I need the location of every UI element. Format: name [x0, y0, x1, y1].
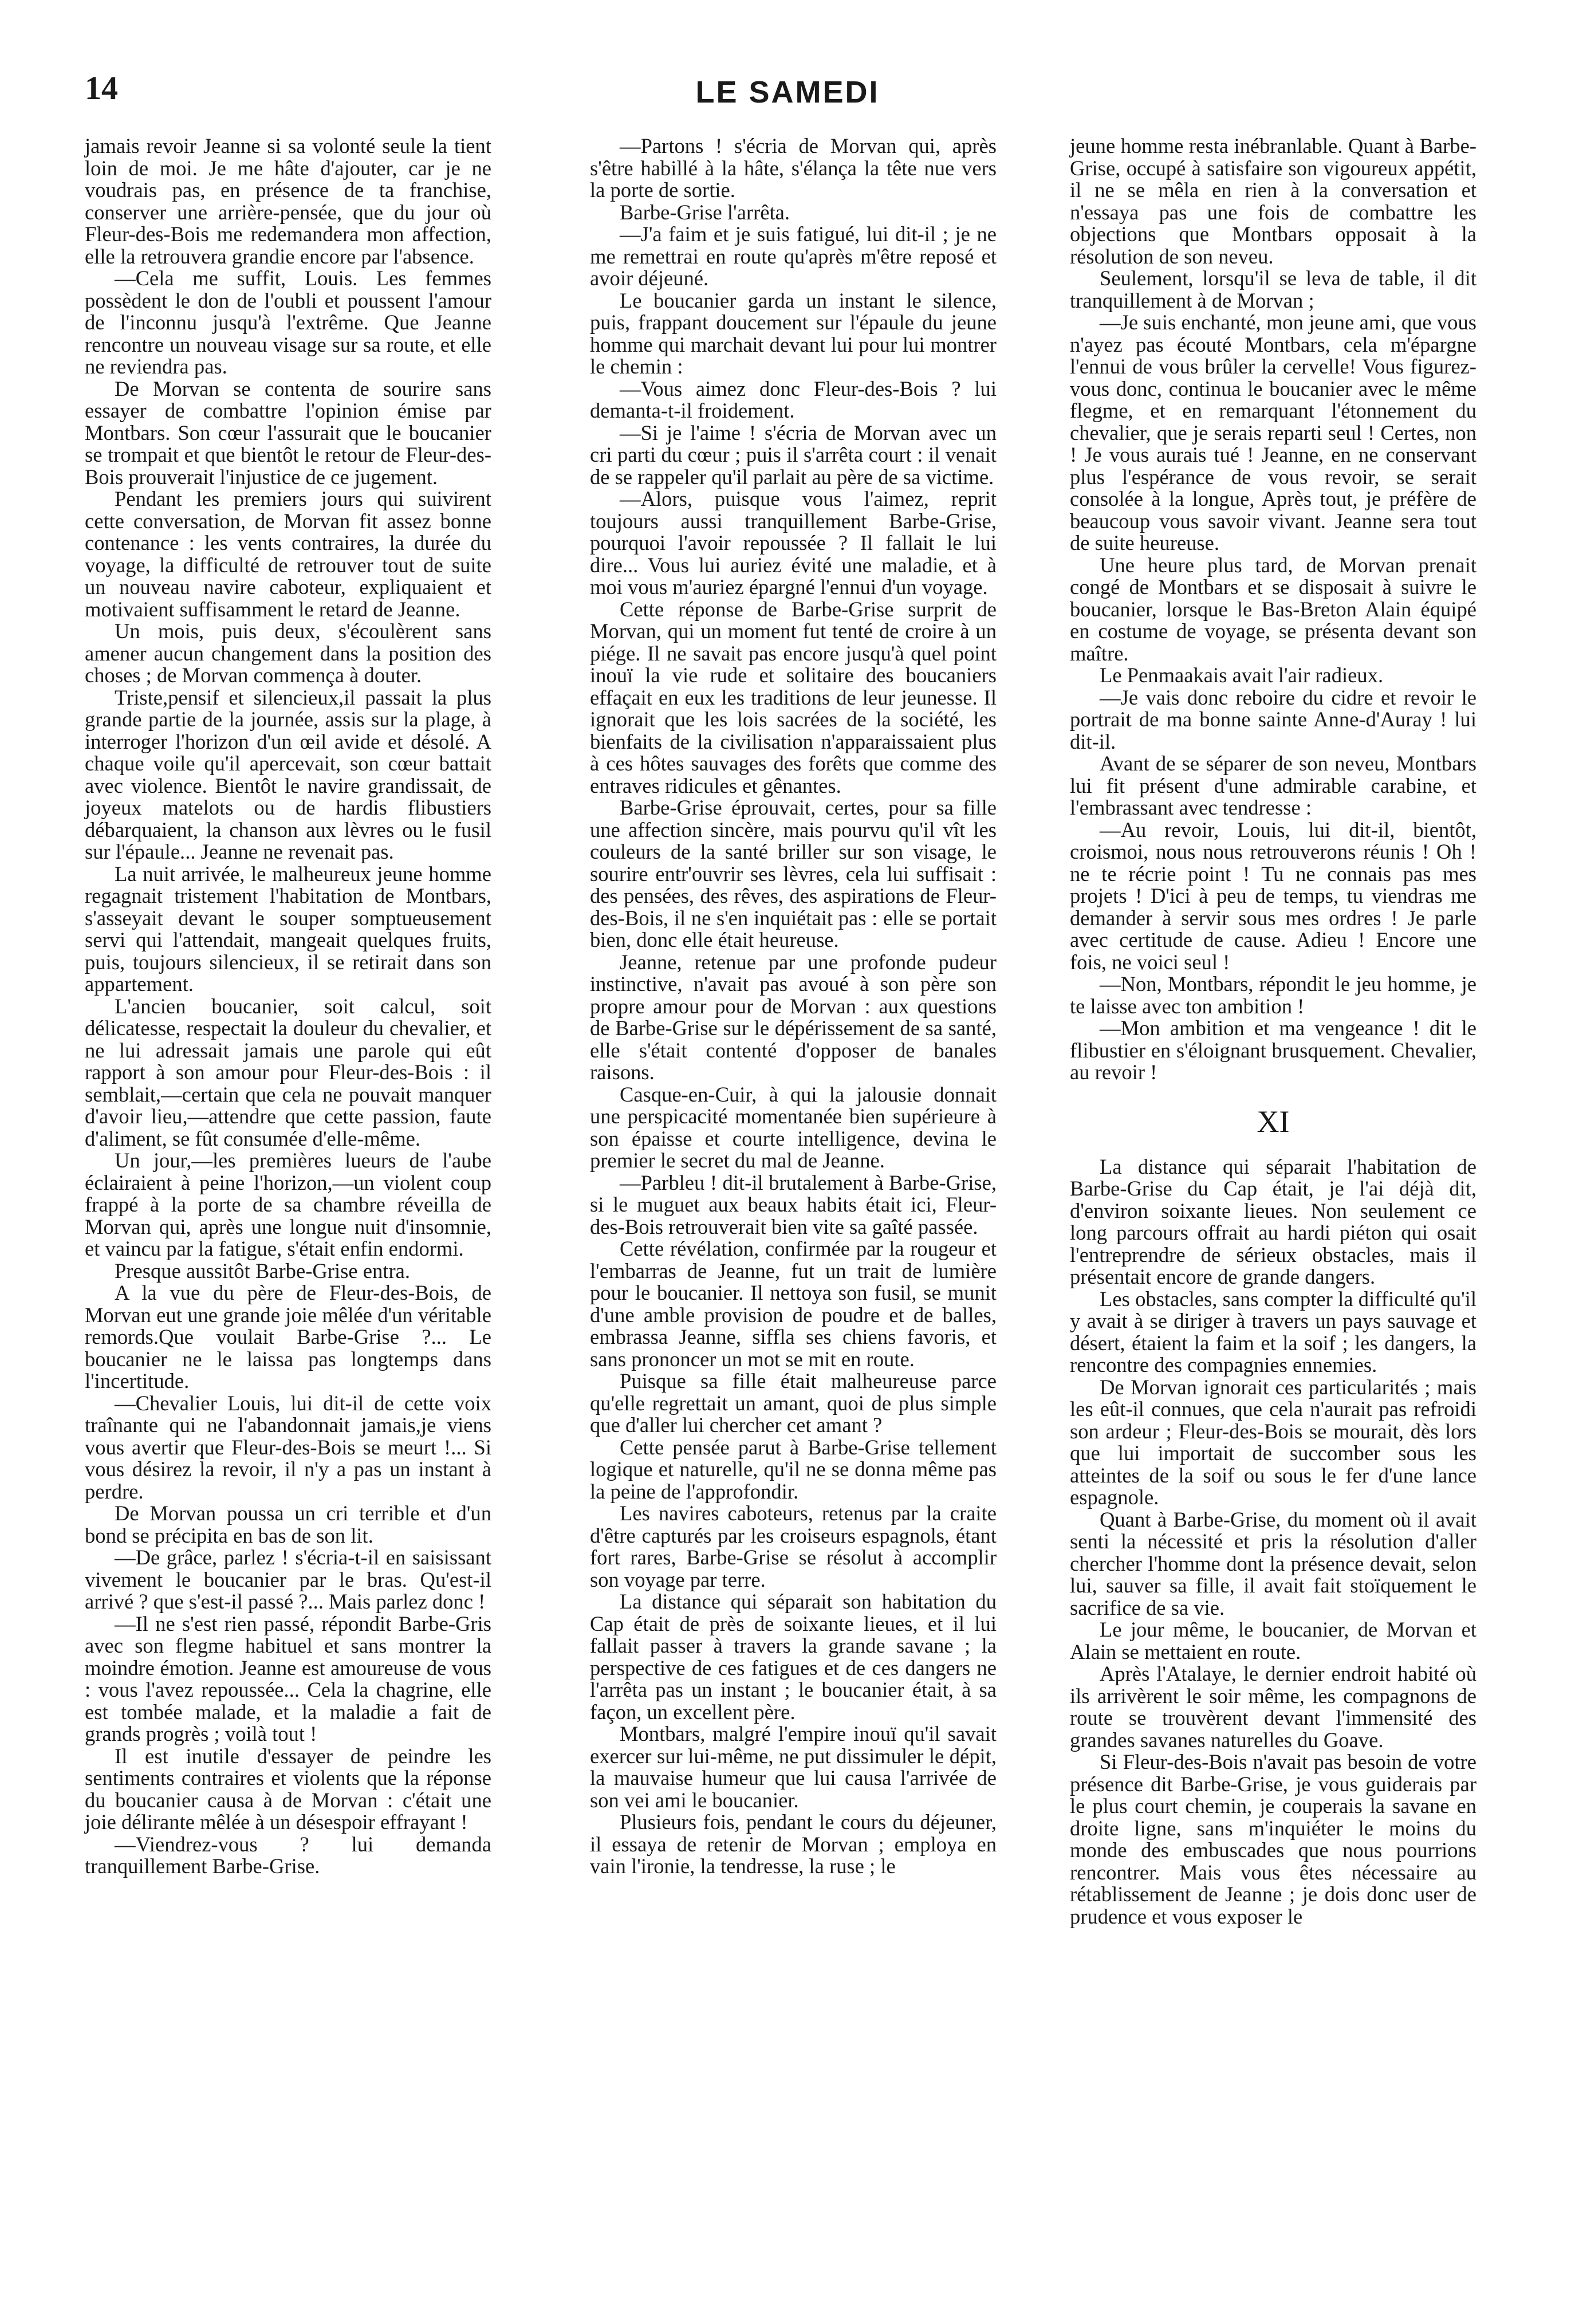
paragraph: Seulement, lorsqu'il se leva de table, il dit tranquillement à de Morvan ;	[1070, 266, 1476, 312]
paragraph: Les obstacles, sans compter la difficulté qu'il y avait à se diriger à travers un pays sauvage et désert, étaient la faim et la soif ; les dangers, la rencontre des compagnies ennemies.	[1070, 1287, 1476, 1377]
paragraph: Triste,pensif et silencieux,il passait la plus grande partie de la journée, assis sur la plage, à interroger l'horizon d'un œil avide et désolé. A chaque voile qu'il apercevait, son cœur battait avec violence. Bientôt le navire grandissait, de joyeux matelots ou de hardis flibustiers débarquaient, la chanson aux lèvres ou le fusil sur l'épaule... Jeanne ne revenait pas.	[85, 685, 491, 863]
paragraph: Cette révélation, confirmée par la rougeur et l'embarras de Jeanne, fut un trait de lumière pour le boucanier. Il nettoya son fusil, se munit d'une amble provision de poudre et de balles, embrassa Jeanne, siffla ses chiens favoris, et sans prononcer un mot se mit en route.	[590, 1237, 997, 1371]
paragraph: Une heure plus tard, de Morvan prenait congé de Montbars et se disposait à suivre le boucanier, lorsque le Bas-Breton Alain équipé en costume de voyage, se présenta devant son maître.	[1070, 553, 1476, 665]
paragraph: —Au revoir, Louis, lui dit-il, bientôt, croismoi, nous nous retrouverons réunis ! Oh ! ne te récrie point ! Tu ne connais pas mes projets ! D'ici à peu de temps, tu viendras me demander à servir sous mes ordres ! Je parle avec certitude de cause. Adieu ! Encore une fois, ne voici seul !	[1070, 817, 1476, 974]
paragraph: La distance qui séparait l'habitation de Barbe-Grise du Cap était, je l'ai déjà dit, d'environ soixante lieues. Non seulement ce long parcours offrait au hardi piéton qui osait l'entreprendre de sérieux obstacles, mais il présentait encore de grande dangers.	[1070, 1154, 1476, 1288]
paragraph: La nuit arrivée, le malheureux jeune homme regagnait tristement l'habitation de Montbars, s'asseyait devant le souper somptueusement servi qui l'attendait, mangeait quelques fruits, puis, toujours silencieux, il se retirait dans son appartement.	[85, 862, 491, 996]
paragraph: —Viendrez-vous ? lui demanda tranquillement Barbe-Grise.	[85, 1832, 491, 1878]
paragraph: De Morvan ignorait ces particularités ; mais les eût-il connues, que cela n'aurait pas refroidi son ardeur ; Fleur-des-Bois se mourait, dès lors que lui importait de succomber sous les atteintes de la soif ou sous le fer d'une lance espagnole.	[1070, 1375, 1476, 1509]
paragraph: —Partons ! s'écria de Morvan qui, après s'être habillé à la hâte, s'élança la tête nue vers la porte de sortie.	[590, 134, 997, 202]
paragraph: Cette pensée parut à Barbe-Grise tellement logique et naturelle, qu'il ne se donna même pas la peine de l'approfondir.	[590, 1435, 997, 1503]
paragraph: Après l'Atalaye, le dernier endroit habité où ils arrivèrent le soir même, les compagnons de route se trouvèrent devant l'immensité des grandes savanes naturelles du Goave.	[1070, 1662, 1476, 1752]
paragraph: Un jour,—les premières lueurs de l'aube éclairaient à peine l'horizon,—un violent coup frappé à la porte de sa chambre réveilla de Morvan qui, après une longue nuit d'insomnie, et vaincu par la fatigue, s'était enfin endormi.	[85, 1149, 491, 1260]
paragraph: —Mon ambition et ma vengeance ! dit le flibustier en s'éloignant brusquement. Chevalier, au revoir !	[1070, 1016, 1476, 1084]
page-header-title: LE SAMEDI	[695, 75, 880, 109]
paragraph: Un mois, puis deux, s'écoulèrent sans amener aucun changement dans la position des choses ; de Morvan commença à douter.	[85, 619, 491, 687]
paragraph: Plusieurs fois, pendant le cours du déjeuner, il essaya de retenir de Morvan ; employa en vain l'ironie, la tendresse, la ruse ; le	[590, 1810, 997, 1878]
paragraph: Barbe-Grise éprouvait, certes, pour sa fille une affection sincère, mais pourvu qu'il vît les couleurs de la santé briller sur son visage, le sourire entr'ouvrir ses lèvres, cela lui suffisait : des pensées, des rêves, des aspirations de Fleur-des-Bois, il ne s'en inquiétait pas : elle se portait bien, donc elle était heureuse.	[590, 796, 997, 951]
paragraph: De Morvan se contenta de sourire sans essayer de combattre l'opinion émise par Montbars. Son cœur l'assurait que le boucanier se trompait et que bientôt le retour de Fleur-des-Bois prouverait l'injustice de ce jugement.	[85, 376, 491, 489]
paragraph: —Cela me suffit, Louis. Les femmes possèdent le don de l'oubli et poussent l'amour de l'inconnu jusqu'à l'extrême. Que Jeanne rencontre un nouveau visage sur sa route, et elle ne reviendra pas.	[85, 266, 491, 378]
paragraph: Jeanne, retenue par une profonde pudeur instinctive, n'avait pas avoué à son père son propre amour pour de Morvan : aux questions de Barbe-Grise sur le dépérissement de sa santé, elle s'était contenté d'opposer de banales raisons.	[590, 950, 997, 1084]
paragraph: —Alors, puisque vous l'aimez, reprit toujours aussi tranquillement Barbe-Grise, pourquoi l'avoir repoussée ? Il fallait le lui dire... Vous lui auriez évité une maladie, et à moi vous m'auriez épargné l'ennui d'un voyage.	[590, 487, 997, 599]
text-column-3	[1070, 135, 1476, 1928]
paragraph: De Morvan poussa un cri terrible et d'un bond se précipita en bas de son lit.	[85, 1501, 491, 1547]
paragraph: La distance qui séparait son habitation du Cap était de près de soixante lieues, et il lui fallait passer à travers la grande savane ; la perspective de ces fatigues et de ces dangers ne l'arrêta pas un instant ; le boucanier était, à sa façon, un excellent père.	[590, 1590, 997, 1724]
page-number: 14	[85, 69, 118, 107]
paragraph: —Vous aimez donc Fleur-des-Bois ? lui demanta-t-il froidement.	[590, 376, 997, 422]
paragraph: Puisque sa fille était malheureuse parce qu'elle regrettait un amant, quoi de plus simple que d'aller lui chercher cet amant ?	[590, 1369, 997, 1437]
paragraph: Montbars, malgré l'empire inouï qu'il savait exercer sur lui-même, ne put dissimuler le dépit, la mauvaise humeur que lui causa l'arrivée de son vei ami le boucanier.	[590, 1722, 997, 1812]
paragraph: L'ancien boucanier, soit calcul, soit délicatesse, respectait la douleur du chevalier, et ne lui adressait jamais une parole qui eût rapport à son amour pour Fleur-des-Bois : il semblait,—certain que cela ne pouvait manquer d'avoir lieu,—attendre que cette passion, faute d'aliment, se fût consumée d'elle-même.	[85, 994, 491, 1150]
paragraph: Presque aussitôt Barbe-Grise entra.	[115, 1259, 411, 1283]
paragraph: Barbe-Grise l'arrêta.	[620, 200, 790, 224]
paragraph: Pendant les premiers jours qui suivirent cette conversation, de Morvan fit assez bonne contenance : les vents contraires, la durée du voyage, la difficulté de retrouver tout de suite un nouveau navire caboteur, expliquaient et motivaient suffisamment le retard de Jeanne.	[85, 487, 491, 621]
text-column-1	[85, 135, 491, 1878]
paragraph: Les navires caboteurs, retenus par la craite d'être capturés par les croiseurs espagnols, étant fort rares, Barbe-Grise se résolut à accomplir son voyage par terre.	[590, 1501, 997, 1591]
paragraph: Casque-en-Cuir, à qui la jalousie donnait une perspicacité momentanée bien supérieure à son épaisse et courte intelligence, devina le premier le secret du mal de Jeanne.	[590, 1082, 997, 1172]
paragraph: —Non, Montbars, répondit le jeu homme, je te laisse avec ton ambition !	[1070, 972, 1476, 1018]
paragraph: —Je vais donc reboire du cidre et revoir le portrait de ma bonne sainte Anne-d'Auray ! lui dit-il.	[1070, 685, 1476, 753]
paragraph: —Chevalier Louis, lui dit-il de cette voix traînante qui ne l'abandonnait jamais,je viens vous avertir que Fleur-des-Bois se meurt !... Si vous désirez la revoir, il n'y a pas un instant à perdre.	[85, 1391, 491, 1503]
text-column-2	[590, 135, 997, 1878]
paragraph: —J'a faim et je suis fatigué, lui dit-il ; je ne me remettrai en route qu'après m'être reposé et avoir déjeuné.	[590, 222, 997, 290]
chapter-heading: XI	[1257, 1104, 1290, 1139]
paragraph: —Je suis enchanté, mon jeune ami, que vous n'ayez pas écouté Montbars, cela m'épargne l'ennui de vous brûler la cervelle! Vous figurez-vous donc, continua le boucanier avec le même flegme, et en remarquant l'étonnement du chevalier, que je serais reparti seul ! Certes, non ! Je vous aurais tué ! Jeanne, en ne conservant plus l'espérance de vous revoir, se serait consolée à la longue, Après tout, je préfère de beaucoup vous savoir vivant. Jeanne sera tout de suite heureuse.	[1070, 310, 1476, 555]
paragraph: A la vue du père de Fleur-des-Bois, de Morvan eut une grande joie mêlée d'un véritable remords.Que voulait Barbe-Grise ?... Le boucanier ne le laissa pas longtemps dans l'incertitude.	[85, 1281, 491, 1393]
paragraph: Le boucanier garda un instant le silence, puis, frappant doucement sur l'épaule du jeune homme qui marchait devant lui pour lui montrer le chemin :	[590, 288, 997, 378]
paragraph: —Si je l'aime ! s'écria de Morvan avec un cri parti du cœur ; puis il s'arrêta court : il venait de se rappeler qu'il parlait au père de sa victime.	[590, 420, 997, 489]
paragraph: Le Penmaakais avait l'air radieux.	[1100, 663, 1384, 687]
paragraph: Cette réponse de Barbe-Grise surprit de Morvan, qui un moment fut tenté de croire à un piége. Il ne savait pas encore jusqu'à quel point inouï la vie rude et solitaire des boucaniers effaçait en eux les traditions de leur jeunesse. Il ignorait que les lois sacrées de la société, les bienfaits de la civilisation n'apparaissaient plus à ces hôtes sauvages des forêts que comme des entraves ridicules et gênantes.	[590, 597, 997, 797]
paragraph: jamais revoir Jeanne si sa volonté seule la tient loin de moi. Je me hâte d'ajouter, car je ne voudrais pas, en présence de ta franchise, conserver une arrière-pensée, que du jour où Fleur-des-Bois me redemandera mon affection, elle la retrouvera grandie encore par l'absence.	[85, 134, 491, 268]
paragraph: —Il ne s'est rien passé, répondit Barbe-Gris avec son flegme habituel et sans montrer la moindre émotion. Jeanne est amoureuse de vous : vous l'avez repoussée... Cela la chagrine, elle est tombée malade, et la maladie a fait de grands progrès ; voilà tout !	[85, 1611, 491, 1745]
paragraph: Le jour même, le boucanier, de Morvan et Alain se mettaient en route.	[1070, 1618, 1476, 1664]
paragraph: —De grâce, parlez ! s'écria-t-il en saisissant vivement le boucanier par le bras. Qu'est-il arrivé ? que s'est-il passé ?... Mais parlez donc !	[85, 1546, 491, 1613]
paragraph: —Parbleu ! dit-il brutalement à Barbe-Grise, si le muguet aux beaux habits était ici, Fleur-des-Bois retrouverait bien vite sa gaîté passée.	[590, 1170, 997, 1238]
paragraph: Avant de se séparer de son neveu, Montbars lui fit présent d'une admirable carabine, et l'embrassant avec tendresse :	[1070, 752, 1476, 819]
paragraph: jeune homme resta inébranlable. Quant à Barbe-Grise, occupé à satisfaire son vigoureux appétit, il ne se mêla en rien à la conversation et n'essaya pas une fois de combattre les objections que Montbars opposait à la résolution de son neveu.	[1070, 134, 1476, 268]
paragraph: Quant à Barbe-Grise, du moment où il avait senti la nécessité et pris la résolution d'aller chercher l'homme dont la présence devait, selon lui, sauver sa fille, il avait fait stoïquement le sacrifice de sa vie.	[1070, 1507, 1476, 1619]
paragraph: Si Fleur-des-Bois n'avait pas besoin de votre présence dit Barbe-Grise, je vous guiderais par le plus court chemin, je couperais la savane en droite ligne, sans m'inquiéter le moins du monde des embuscades que nous pourrions rencontrer. Mais vous êtes nécessaire au rétablissement de Jeanne ; je dois donc user de prudence et vous exposer le	[1070, 1750, 1476, 1928]
paragraph: Il est inutile d'essayer de peindre les sentiments contraires et violents que la réponse du boucanier causa à de Morvan : c'était une joie délirante mêlée à un désespoir effrayant !	[85, 1744, 491, 1834]
